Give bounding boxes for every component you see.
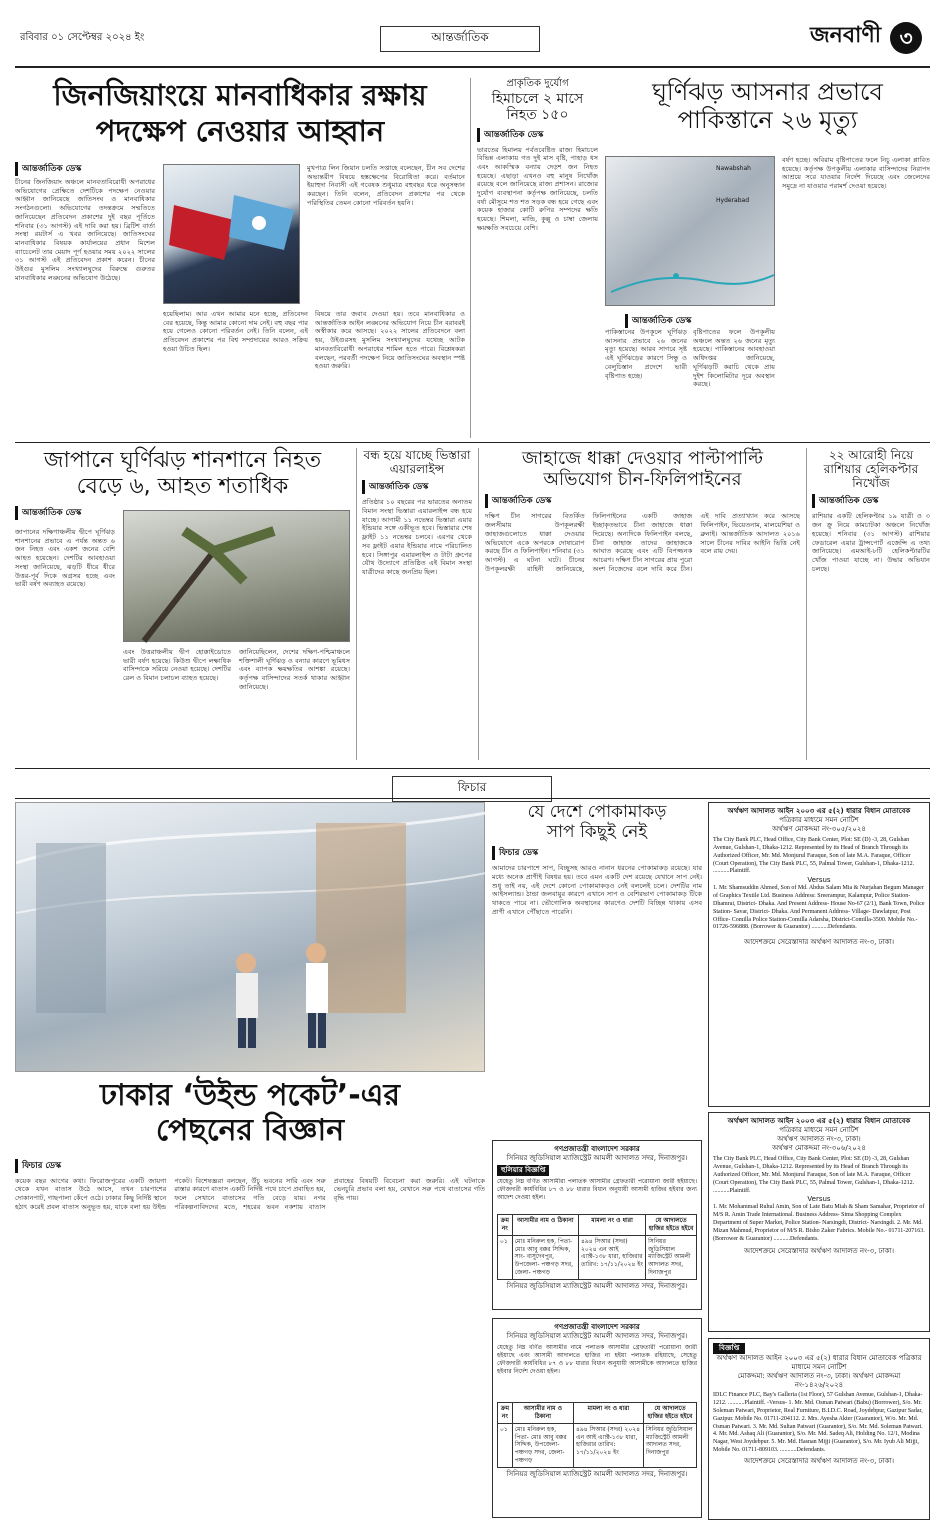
story-xinjiang-desk: আন্তর্জাতিক ডেস্ক xyxy=(15,162,465,176)
gov-notice-1-table xyxy=(497,1214,697,1280)
court-notice-1-defendants: 1. Mr. Shamsuddin Ahmed, Son of Md. Abdus Salam Mia & Nurjahan Begum Manager of Graphics Textile Ltd. Business Address: Sreerampur, Kalampur, Police Station-Dhamrai, District- Dhaka. And Present Address- House No-67 (2/1), Bank Town, Police Station- Savar, District- Dhaka. And Permanent Address- Village- Dawlatpur, Post Office- Comilla Police Station-Comilla Adarsha, District-Comilla-3500. Mobile No.- 01726-596888. (Borrower & Guarantor) ...........Defendants. xyxy=(713,885,925,931)
table-cell: ৪৯৪ সিআর (সদর) ২০২৪ এন আই এ্যাক্ট-১৩৮ ধারা, হাজিরার তারিখ: ১৭/১১/২০২৪ ইং xyxy=(573,1423,643,1467)
brief-himachal-desk: আন্তর্জাতিক ডেস্ক xyxy=(477,128,598,142)
story-scs-headline-line2: অভিযোগ চীন-ফিলিপাইনের xyxy=(543,469,742,491)
story-pakistan-headline-line2: পাকিস্তানে ২৬ মৃত্যু xyxy=(677,106,858,135)
story-xinjiang-body-c: হয়েছিলাম। আর এখন আমার মনে হচ্ছে, প্রতিবেদন বের হয়েছে, কিন্তু আমার কোনো দাম নেই। বহু বছর পার হয়ে গেলেও কোনো পরিবর্তন নেই। তিনি বলেন, এই প্রতিবেদন প্রকাশের পর বিশ্ব সম্প্রদায়ের আরও সক্রিয় হওয়া উচিত ছিল। xyxy=(163,310,308,353)
court-notice-3-body: IDLC Finance PLC, Bay's Galleria (1st Floor), 57 Gulshan Avenue, Gulshan-1, Dhaka-1212. ...........Plaintiff. -Versus- 1. Mr. Md. Osman Patwari (Babu) (Borrower), S/o. Mr. Soleman Patwari, Proprietor, Real Furniture, B.I.D.C. Road, Joydebpur, Gazipur Sadar, Gazipur. Mobile No. 01711-204112. 2. Mrs. Ayesha Akter (Guarantor), W/o. Mr. Md. Osman Patwari. 3. Mr. Md. Sultan Patwari (Guarantor), S/o. Mr. Md. Soleman Patwari. 4. Mr. Md. Ashaq Ali (Guarantor), S/o. Mr. Md. Sadeq Ali, Holding No. 12/1, Modina Nagar, West Joydebpur. 5. Mr. Md. Hasnan Mijji (Guarantor), S/o. Mr. Iyub Ali Mijji, Mobile No. 01711-809103. ...........Defendants. xyxy=(713,1392,923,1454)
brief-russia-desk: আন্তর্জাতিক ডেস্ক xyxy=(812,494,930,508)
gov-notice-1-badge: হুলিয়ার বিজ্ঞপ্তি xyxy=(497,1165,549,1176)
gov-notice-1-footer: সিনিয়র জুডিসিয়াল ম্যাজিস্ট্রেট আমলী আদালত সদর, দিনাজপুর। xyxy=(506,1281,688,1290)
story-japan-desk: আন্তর্জাতিক ডেস্ক xyxy=(15,506,350,520)
table-header-row xyxy=(498,1403,697,1424)
court-notice-2-sub: পত্রিকার মাধ্যমে সমন নোটিশ xyxy=(779,1126,859,1135)
section-tag: আন্তর্জাতিক xyxy=(380,26,540,52)
section-rule-3 xyxy=(15,798,930,799)
gov-notice-1 xyxy=(492,1140,702,1310)
brand-name: জনবাণী xyxy=(810,23,882,48)
story-scs-headline-line1: জাহাজে ধাক্কা দেওয়ার পাল্টাপাল্টি xyxy=(521,448,764,469)
brief-vistara-headline: বন্ধ হয়ে যাচ্ছে ভিস্তারা এয়ারলাইন্স xyxy=(363,448,471,477)
story-xinjiang-headline-line1: জিনজিয়াংয়ে মানবাধিকার রক্ষায় xyxy=(53,78,427,112)
court-notice-2-versus: Versus xyxy=(807,1195,831,1204)
table-cell: সিনিয়র জুডিসিয়াল ম্যাজিস্ট্রেট আমলী আদালত সদর, দিনাজপুর xyxy=(643,1423,696,1467)
court-notice-3-case: মোকদ্দমা: অর্থঋণ আদালত নং-৩, ঢাকা। অর্থঋণ মোকদ্দমা নং-১৪২৬/২০২৪ xyxy=(737,1372,901,1390)
gov-notice-2 xyxy=(492,1318,702,1518)
story-pakistan-body-b: বৃষ্টিপাতের ফলে উপকূলীয় অঞ্চলে অন্তত ২৬ জনের মৃত্যু হয়েছে। পাকিস্তানের আবহাওয়া অধিদপ্তর জানিয়েছে, ঘূর্ণিঝড়টি করাচি থেকে প্রায় দুইশ কিলোমিটার দূরে অবস্থান করছে। xyxy=(693,328,775,389)
table-cell: মোঃ মনিরুল হক, পিতা- মোঃ আবু বক্কর সিদ্দিক, উপজেলা- পঞ্চগড় সদর, জেলা- পঞ্চগড় xyxy=(512,1423,573,1467)
court-notice-1-plaintiff: The City Bank PLC, Head Office, City Bank Center, Plot: SE (D) -3, 28, Gulshan Avenue, Gulshan-1, Dhaka-1212. Represented by its Head of Branch Through its Authorized Officer, Mr. Md. Monjurul Faraque, Son of late M.A. Faraque, Officer (Court Operation), The City Bank PLC, 55, Palmal Tower, Gulshan-1, Dhaka-1212. ...........Plaintiff. xyxy=(713,837,915,875)
story-japan-body-b: এবং উত্তরাঞ্চলীয় দ্বীপ হোক্কাইডোতে ভারী বর্ষণ হয়েছে। কিউশু দ্বীপে লক্ষাধিক বাসিন্দাকে সরিয়ে নেওয়া হয়েছে। দেশটির রেল ও বিমান চলাচল ব্যাহত হয়েছে। xyxy=(123,648,231,683)
story-japan-headline-line1: জাপানে ঘূর্ণিঝড় শানশানে নিহত xyxy=(43,448,322,473)
map-label-nawabshah: Nawabshah xyxy=(716,165,751,172)
table-header-cell: মামলা নং ও ধারা xyxy=(573,1403,643,1424)
gov-notice-2-text: যেহেতু নিম্ন বর্ণিত আসামীর নামে পলাতক আসামীর গ্রেফতারী পরোয়ানা জারী হইয়াছে এবং আসামী আদালতে হাজির না হইয়া পলাতক রহিয়াছে, সেহেতু ফৌজদারী কার্যবিধির ৮৭ ও ৮৮ ধারার বিধান অনুযায়ী আসামীকে আদালতে হাজির হইবার নির্দেশ দেওয়া হইল। xyxy=(497,1344,697,1375)
section-rule-1 xyxy=(15,442,930,443)
table-row xyxy=(498,1423,697,1467)
feature-side-body: আমাদের চারপাশে সাপ, বিচ্ছুসহ আরও নানান ধরনের পোকামাকড় রয়েছে। যার মধ্যে অনেক প্রাণীই বিষধর হয়। তবে এমন একটি দেশ রয়েছে যেখানে সাপ নেই। শুধু তাই নয়, এই দেশে কোনো পোকামাকড়ও নেই বললেই চলে। দেশটির নাম আইসল্যান্ড। ঠান্ডা জলবায়ুর কারণে এখানে সাপ ও বেশিরভাগ পোকামাকড় টিকে থাকতে পারে না। ভৌগোলিক অবস্থানের কারণেও দেশটি বিচ্ছিন্ন থাকায় এসব প্রাণী এখানে পৌঁছাতে পারেনি। xyxy=(492,864,702,916)
brief-russia-headline: ২২ আরোহী নিয়ে রাশিয়ার হেলিকপ্টার নিখোঁজ xyxy=(823,448,919,491)
feature-main xyxy=(15,1078,485,1518)
court-notice-2-footer: আদেশক্রমে সেরেস্তাদার অর্থঋণ আদালত নং-৩, ঢাকা। xyxy=(743,1247,895,1256)
court-notice-3-footer: আদেশক্রমে সেরেস্তাদার অর্থঋণ আদালত নং-৩, ঢাকা। xyxy=(743,1456,895,1465)
story-japan-headline-line2: বেড়ে ৬, আহত শতাধিক xyxy=(76,473,289,499)
map-label-hyderabad: Hyderabad xyxy=(716,197,749,204)
storm-damage-photo xyxy=(123,510,350,642)
story-pakistan-desk: আন্তর্জাতিক ডেস্ক xyxy=(625,314,691,328)
brief-vistara-desk: আন্তর্জাতিক ডেস্ক xyxy=(362,480,472,494)
brief-russia-body: রাশিয়ার একটি হেলিকপ্টার ১৯ যাত্রী ও ৩ জন ক্রু নিয়ে কামচাটকা অঞ্চলে নিখোঁজ হয়েছে। শনিবার (৩১ আগস্ট) রাশিয়ার ফেডারেল এয়ার ট্রান্সপোর্ট এজেন্সি এ তথ্য জানিয়েছে। এমআই-৮টি হেলিকপ্টারটির খোঁজ পাওয়া যাচ্ছে না। উদ্ধার অভিযান চলছে। xyxy=(812,512,930,573)
section-rule-2 xyxy=(15,768,930,769)
court-notice-2 xyxy=(708,1112,930,1332)
story-south-china-sea xyxy=(478,448,800,760)
fallen-tree-icon xyxy=(124,511,351,643)
feature-main-body: কয়েক বছর আগের কথা। ফিরোজপুরের একটি জায়গা থেকে যখন বাতাস উঠে আসে, তখন চারপাশের দোকানপাট, গাছপালা কেঁপে ওঠে। ঢাকার কিছু নির্দিষ্ট স্থানে হঠাৎ করেই প্রবল বাতাস অনুভূত হয়, যাকে বলা হয় উইন্ড পকেট। বিশেষজ্ঞরা বলছেন, উঁচু ভবনের সারি এবং সরু রাস্তার কারণে বাতাস একটি নির্দিষ্ট পথে চাপে প্রবাহিত হয়, ফলে সেখানে বাতাসের গতি বেড়ে যায়। নগর পরিকল্পনাবিদদের মতে, শহরের ভবন নকশায় বাতাস প্রবাহের বিষয়টি বিবেচনা করা জরুরি। এই ঘটনাকে ভেনচুরি প্রভাব বলা হয়, যেখানে সরু পথে বাতাসের গতি বৃদ্ধি পায়। xyxy=(15,1176,485,1211)
masthead xyxy=(20,10,925,65)
table-row xyxy=(498,1235,697,1279)
children-in-wind-icon xyxy=(16,803,486,1073)
story-scs-desk: আন্তর্জাতিক ডেস্ক xyxy=(485,494,800,508)
table-cell: মোঃ মনিরুল হক, পিতা- মোঃ আবু বক্কর সিদ্দিক, সাং- বাসুদেবপুর, উপজেলা- পঞ্চগড় সদর, জেলা- পঞ্চগড় xyxy=(512,1235,578,1279)
court-notice-2-defendants: 1. Mr. Mohammad Ruhul Amin, Son of Late Batu Miah & Sham Samahar, Proprietor of M/S R. Amin Trade International. Business Address- Sima Shopping Complex Department of Super Market, Police Station- Narsingdi, District- Narsingdi. 2. Mr. Md. Mizan Mahmud, Proprietor of M/S R. Bisho Zaker Fabrics. Mobile No.- 01711-207163. (Borrower & Guarantor) ...........Defendants. xyxy=(713,1204,925,1242)
story-pakistan-body-c: বর্ষণ হচ্ছে। অবিরাম বৃষ্টিপাতের ফলে নিচু এলাকা প্লাবিত হয়েছে। কর্তৃপক্ষ উপকূলীয় এলাকার বাসিন্দাদের নিরাপদ আশ্রয়ে সরে যাওয়ার নির্দেশ দিয়েছে এবং জেলেদের সমুদ্রে না যাওয়ার পরামর্শ দেওয়া হয়েছে। xyxy=(782,156,930,191)
court-notice-1-sub: পত্রিকার মাধ্যমে সমন নোটিশ xyxy=(779,816,859,825)
feature-side-headline-line2: সাপ কিছুই নেই xyxy=(546,822,648,843)
brand-logo xyxy=(810,18,925,58)
table-header-cell: ক্রম নং xyxy=(498,1215,513,1236)
story-japan-body-c: জানিয়েছিলেন, দেশের দক্ষিণ-পশ্চিমাঞ্চলে শক্তিশালী ঘূর্ণিঝড় ও বন্যার কারণে ভূমিধস এবং ব্যাপক ক্ষয়ক্ষতির আশঙ্কা রয়েছে। কর্তৃপক্ষ বাসিন্দাদের সতর্ক থাকার আহ্বান জানিয়েছে। xyxy=(239,648,350,691)
table-cell: ০১ xyxy=(498,1423,513,1467)
feature-side-desk: ফিচার ডেস্ক xyxy=(492,846,702,860)
story-xinjiang-body-d: বিষয়ে তার জবাব দেওয়া হয়। তবে মানবাধিকার ও আন্তর্জাতিক আইন লঙ্ঘনের অভিযোগ নিয়ে চীন বরাবরই অস্বীকার করে আসছে। ২০২২ সালের প্রতিবেদনে বলা হয়, উইগুরসহ মুসলিম সংখ্যালঘুদের যথেচ্ছ আটক মানবতাবিরোধী অপরাধের শামিল হতে পারে। বিশ্লেষকরা বলছেন, পরবর্তী পদক্ষেপ নিয়ে জাতিসংঘের অবস্থান স্পষ্ট হওয়া জরুরি। xyxy=(315,310,465,371)
story-scs-body: দক্ষিণ চীন সাগরের বিতর্কিত জলসীমায় উপকূলরক্ষী জাহাজগুলোতে ধাক্কা দেওয়ার অভিযোগে একে অপরকে দোষারোপ করছে চীন ও ফিলিপাইন। শনিবার (৩১ আগস্ট) এ ঘটনা ঘটে। চীনের উপকূলরক্ষী বাহিনী জানিয়েছে, ফিলিপাইনের একটি জাহাজ ইচ্ছাকৃতভাবে চীনা জাহাজে ধাক্কা দিয়েছে। অন্যদিকে ফিলিপাইন বলছে, চীনা জাহাজ তাদের জাহাজকে আঘাত করেছে এবং এটি বিপজ্জনক আচরণ। দক্ষিণ চীন সাগরের প্রায় পুরো অংশ নিজেদের বলে দাবি করে চীন। এই দাবি প্রত্যাখ্যান করে আসছে ফিলিপাইন, ভিয়েতনাম, মালয়েশিয়া ও ব্রুনাই। আন্তর্জাতিক আদালত ২০১৬ সালে চীনের দাবির আইনি ভিত্তি নেই বলে রায় দেয়। xyxy=(485,512,800,573)
brief-himachal xyxy=(470,78,598,438)
court-notice-3 xyxy=(708,1338,930,1520)
story-pakistan-headline-line1: ঘূর্ণিঝড় আসনার প্রভাবে xyxy=(652,78,883,106)
brief-vistara-body: প্রতিষ্ঠার ১০ বছরের পর ভারতের অন্যতম বিমান সংস্থা ভিস্তারা এয়ারলাইন্স বন্ধ হয়ে যাচ্ছে। আগামী ১১ নভেম্বর ভিস্তারা এয়ার ইন্ডিয়ার সঙ্গে একীভূত হবে। ভিস্তারার শেষ ফ্লাইট ১১ নভেম্বর চলবে। এরপর থেকে সব ফ্লাইট এয়ার ইন্ডিয়ার নামে পরিচালিত হবে। সিঙ্গাপুর এয়ারলাইন্স ও টাটা গ্রুপের যৌথ উদ্যোগে প্রতিষ্ঠিত এই বিমান সংস্থা যাত্রীদের কাছে জনপ্রিয় ছিল। xyxy=(362,498,472,576)
court-notice-1-versus: Versus xyxy=(807,876,831,885)
brief-himachal-body: ভারতের হিমালয় পর্বতবেষ্টিত রাজ্য হিমাচলে বিভিন্ন এলাকায় গত দুই মাস বৃষ্টি, পাহাড় ধস এবং আকস্মিক বন্যায় দেড়শ জন নিহত হয়েছে। এছাড়া এখনও বহু মানুষ নিখোঁজ রয়েছে বলে জানিয়েছে রাজ্য প্রশাসন। রাজ্যের দুর্যোগ ব্যবস্থাপনা কর্তৃপক্ষ জানিয়েছে, চলতি বর্ষা মৌসুমে শত শত সড়ক বন্ধ হয়ে গেছে এবং কয়েক হাজার কোটি রুপির সম্পদের ক্ষতি হয়েছে। শিমলা, মান্ডি, কুল্লু ও চাম্বা জেলায় ক্ষয়ক্ষতি সবচেয়ে বেশি। xyxy=(477,145,598,232)
court-notice-2-plaintiff: The City Bank PLC, Head Office, City Bank Center, Plot: SE (D) -3, 28, Gulshan Avenue, Gulshan-1, Dhaka-1212. Represented by its Head of Branch Through its Authorized Officer, Mr. Md. Monjurul Faraque, Son of late M.A. Faraque, Officer (Court Operation), The City Bank PLC, 55, Palmal Tower, Gulshan-1, Dhaka-1212. ...........Plaintiff. xyxy=(713,1156,915,1194)
brief-himachal-headline: হিমাচলে ২ মাসে নিহত ১৫০ xyxy=(491,90,584,124)
gov-notice-1-text: যেহেতু নিম্ন বর্ণিত আসামীরা পলাতক আসামীর গ্রেফতারী পরোয়ানা জারী হইয়াছে। ফৌজদারী কার্যবিধির ৮৭ ও ৮৮ ধারার বিধান অনুযায়ী আসামী হাজির হইবার জন্য আদেশ দেওয়া হইল। xyxy=(497,1178,697,1201)
court-notice-1-title: অর্থঋণ আদালত আইন ২০০৩ এর ৫(২) ধারার বিধান মোতাবেক xyxy=(727,807,911,815)
protest-photo xyxy=(163,164,300,304)
court-notice-3-badge: বিজ্ঞপ্তি xyxy=(713,1343,745,1354)
brief-himachal-kicker: প্রাকৃতিক দুর্যোগ xyxy=(506,78,569,89)
cyclone-map xyxy=(605,156,775,306)
issue-date: রবিবার ০১ সেপ্টেম্বর ২০২৪ ইং xyxy=(20,32,145,43)
cyclone-track-icon xyxy=(606,157,776,307)
feature-main-headline-line1: ঢাকার ‘উইন্ড পকেট’-এর xyxy=(100,1078,400,1113)
table-header-cell: আসামীর নাম ও ঠিকানা xyxy=(512,1215,578,1236)
story-xinjiang xyxy=(15,78,465,438)
court-notice-1-case: অর্থঋণ মোকদ্দমা নং-৩০৫/২০২৪ xyxy=(772,825,866,834)
feature-main-headline-line2: পেছনের বিজ্ঞান xyxy=(155,1113,345,1149)
table-cell: ৪৯৪ সিআর (সদর) ২০২৪ এন আই এ্যাক্ট-১৩৮ ধারা, হাজিরার তারিখ: ১৭/১১/২০২৪ ইং xyxy=(579,1235,646,1279)
gov-notice-2-court: সিনিয়র জুডিসিয়াল ম্যাজিস্ট্রেট আমলী আদালত সদর, দিনাজপুর। xyxy=(506,1332,688,1341)
story-pakistan-body-a: পাকিস্তানের উপকূলে ঘূর্ণিঝড় আসনার প্রভাবে ২৬ জনের মৃত্যু হয়েছে। আরব সাগরে সৃষ্ট এই ঘূর্ণিঝড়ের কারণে সিন্ধু ও বেলুচিস্তান প্রদেশে ভারী বৃষ্টিপাত হচ্ছে। xyxy=(605,328,687,380)
table-header-cell: যে আদালতে হাজির হইতে হইবে xyxy=(646,1215,697,1236)
brief-russia-helicopter xyxy=(806,448,930,760)
court-notice-2-case: অর্থঋণ মোকদ্দমা নং-৩০৬/২০২৪ xyxy=(772,1144,866,1153)
story-pakistan xyxy=(605,78,930,438)
masthead-rule xyxy=(15,66,930,68)
feature-main-desk: ফিচার ডেস্ক xyxy=(15,1159,485,1173)
story-japan-body-a: জাপানের দক্ষিণাঞ্চলীয় দ্বীপে ঘূর্ণিঝড় শানশানের প্রভাবে এ পর্যন্ত অন্তত ৬ জন নিহত এবং একশ জনের বেশি আহত হয়েছেন। দেশটির আবহাওয়া সংস্থা জানিয়েছে, ঝড়টি ধীরে ধীরে উত্তর-পূর্ব দিকে অগ্রসর হচ্ছে এবং ভারী বর্ষণ অব্যাহত রয়েছে। xyxy=(15,528,115,589)
feature-side xyxy=(492,802,702,1132)
wind-pocket-illustration xyxy=(15,802,485,1072)
story-xinjiang-headline-line2: পদক্ষেপ নেওয়ার আহ্বান xyxy=(95,114,385,149)
feature-section-tag: ফিচার xyxy=(392,776,552,802)
table-cell: সিনিয়র জুডিসিয়াল ম্যাজিস্ট্রেট আমলী আদালত সদর, দিনাজপুর xyxy=(646,1235,697,1279)
protest-flag-icon xyxy=(164,165,301,305)
table-header-cell: আসামীর নাম ও ঠিকানা xyxy=(512,1403,573,1424)
gov-notice-1-court: সিনিয়র জুডিসিয়াল ম্যাজিস্ট্রেট আমলী আদালত সদর, দিনাজপুর। xyxy=(506,1154,688,1163)
feature-side-headline-line1: যে দেশে পোকামাকড় xyxy=(527,802,667,822)
story-xinjiang-body-a: চীনের জিনজিয়াং অঞ্চলে মানবতাবিরোধী অপরাধের অভিযোগের প্রেক্ষিতে দেশটিকে পদক্ষেপ নেওয়ার আহ্বান জানিয়েছে জাতিসংঘ ও মানবাধিকার সংগঠনগুলো। অভিযোগের তদন্তক্রমে সম্মতিতে জানিয়েছেন প্রতিবেদন প্রকাশের দুই বছর পূর্তিতে শনিবার (৩১ আগস্ট) এই দাবি করা হয়। ব্রিটিশ বার্তা সংস্থা রয়টার্স এ খবর জানিয়েছে। জাতিসংঘের মানবাধিকার বিষয়ক কার্যালয়ের প্রধান মিশেল ব্যাচেলেট তার মেয়াদ পূর্ণ হওয়ার সময় ২০২২ সালের ৩১ আগস্ট এই প্রতিবেদন প্রকাশ করেন। চীনের উইগুর মুসলিম সংখ্যালঘুদের বিরুদ্ধে গুরুতর মানবাধিকার লঙ্ঘনের অভিযোগ উঠেছে। xyxy=(15,178,155,282)
gov-notice-2-header: গণপ্রজাতন্ত্রী বাংলাদেশ সরকার xyxy=(554,1323,640,1331)
gov-notice-1-header: গণপ্রজাতন্ত্রী বাংলাদেশ সরকার xyxy=(554,1145,640,1153)
gov-notice-2-table xyxy=(497,1402,697,1468)
table-header-cell: যে আদালতে হাজির হইতে হইবে xyxy=(643,1403,696,1424)
table-header-row xyxy=(498,1215,697,1236)
page-number: ৩ xyxy=(890,22,922,54)
gov-notice-2-footer: সিনিয়র জুডিসিয়াল ম্যাজিস্ট্রেট আমলী আদালত সদর, দিনাজপুর। xyxy=(506,1469,688,1478)
story-xinjiang-body-b: মুখপাত্র লিন জিয়ান চলতি সপ্তাহে বলেছেন, চীন সব দেশের অভ্যন্তরীণ বিষয়ে হস্তক্ষেপের বিরোধিতা করে। বর্তমানে ইয়াহুদা নিবাসী এই গবেষক শুধুমাত্র বহুবছর ধরে অনুসন্ধান করছেন। তিনি বলেন, প্রতিবেদন প্রকাশের পর থেকে পরিস্থিতির তেমন কোনো পরিবর্তন হয়নি। xyxy=(307,164,465,207)
court-notice-3-title: অর্থঋণ আদালত আইন ২০০৩ এর ৫(২) ধারার বিধান মোতাবেক পত্রিকার মাধ্যমে সমন নোটিশ xyxy=(716,1354,922,1372)
court-notice-1-footer: আদেশক্রমে সেরেস্তাদার অর্থঋণ আদালত নং-৩, ঢাকা। xyxy=(743,938,895,947)
court-notice-2-court: অর্থঋণ আদালত নং-৩, ঢাকা। xyxy=(777,1135,861,1144)
brief-vistara xyxy=(356,448,472,760)
table-cell: ০১ xyxy=(498,1235,513,1279)
court-notice-1 xyxy=(708,802,930,1107)
court-notice-2-title: অর্থঋণ আদালত আইন ২০০৩ এর ৫(২) ধারার বিধান মোতাবেক xyxy=(727,1117,911,1125)
table-header-cell: ক্রম নং xyxy=(498,1403,513,1424)
story-japan xyxy=(15,448,350,760)
table-header-cell: মামলা নং ও ধারা xyxy=(579,1215,646,1236)
